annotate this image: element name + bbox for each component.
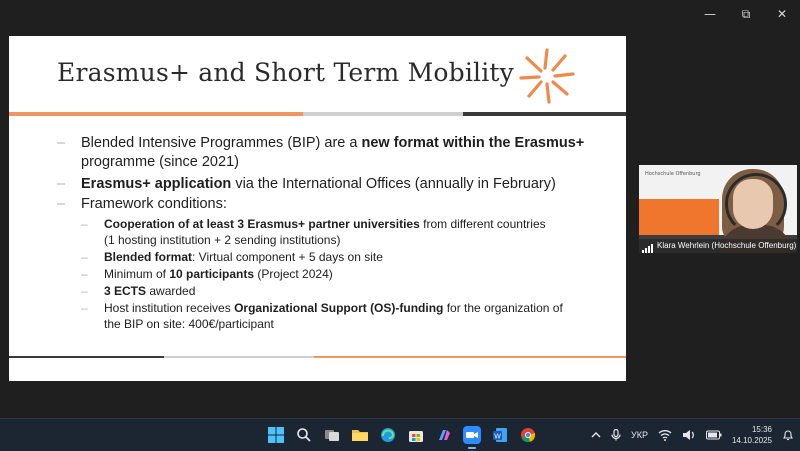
- bullet-text: 3 ECTS awarded: [104, 284, 196, 298]
- slide-title: Erasmus+ and Short Term Mobility: [57, 58, 514, 87]
- search-icon[interactable]: [292, 423, 316, 447]
- footer-rule-grey: [164, 356, 314, 358]
- bullet-text: Blended Intensive Programmes (BIP) are a new format within the Erasmus+ programme (since 2021): [81, 135, 585, 170]
- copilot-icon[interactable]: [432, 423, 456, 447]
- language-indicator[interactable]: УКР: [630, 430, 648, 440]
- bullet-dash: –: [81, 301, 88, 315]
- bullet-dash: –: [81, 267, 88, 281]
- battery-icon[interactable]: [706, 430, 722, 440]
- bullet-dash: –: [81, 284, 88, 298]
- shared-slide: [9, 36, 626, 381]
- slide-content: [9, 36, 626, 381]
- footer-rule-dark: [9, 356, 164, 358]
- file-explorer-icon[interactable]: [348, 423, 372, 447]
- bullet-text: Erasmus+ application via the International Offices (annually in February): [81, 176, 556, 192]
- clock-date: 14.10.2025: [731, 436, 772, 445]
- zoom-icon[interactable]: [460, 423, 484, 447]
- microphone-icon[interactable]: [611, 429, 621, 441]
- bullet-text: Framework conditions:: [81, 196, 227, 212]
- video-background-orange: [639, 199, 719, 235]
- bullet-dash: –: [57, 196, 66, 212]
- bullet-dash: –: [81, 250, 88, 264]
- restore-button[interactable]: ⧉: [741, 6, 751, 21]
- headset-icon: [725, 173, 787, 235]
- chrome-icon[interactable]: [516, 423, 540, 447]
- bullet-dash: –: [57, 135, 66, 151]
- svg-text:W: W: [494, 433, 501, 441]
- window-controls: [692, 0, 800, 28]
- taskbar: [0, 418, 800, 451]
- start-icon[interactable]: [264, 423, 288, 447]
- notification-bell-icon[interactable]: [782, 429, 794, 441]
- wifi-icon[interactable]: [658, 429, 672, 441]
- bullet-dash: –: [57, 176, 66, 192]
- video-background-text: Hochschule Offenburg: [645, 171, 701, 177]
- task-view-icon[interactable]: [320, 423, 344, 447]
- participant-video-tile[interactable]: [639, 165, 797, 253]
- edge-icon[interactable]: [376, 423, 400, 447]
- clock[interactable]: [732, 424, 772, 446]
- clock-time: 15:36: [751, 425, 772, 434]
- signal-strength-icon: [642, 239, 654, 253]
- taskbar-apps: [264, 423, 540, 447]
- participant-name-label: [639, 239, 797, 253]
- minimize-button[interactable]: —: [704, 7, 716, 21]
- chevron-up-icon[interactable]: [591, 430, 601, 440]
- system-tray: [591, 419, 794, 451]
- bullet-dash: –: [81, 217, 88, 231]
- word-icon[interactable]: [488, 423, 512, 447]
- volume-icon[interactable]: [682, 429, 696, 441]
- close-button[interactable]: ✕: [776, 7, 788, 21]
- bullet-text: Blended format: Virtual component + 5 days on site: [104, 250, 383, 264]
- participant-name: Klara Wehrlein (Hochschule Offenburg): [657, 241, 797, 250]
- bullet-text: Host institution receives Organizational Support (OS)-funding for the organization of the BIP on site: 400€/participant: [104, 301, 563, 331]
- bullet-text: Cooperation of at least 3 Erasmus+ partner universities from different countries (1 hosting institution + 2 sending institutions): [104, 217, 546, 247]
- bullet-text: Minimum of 10 participants (Project 2024): [104, 267, 333, 281]
- store-icon[interactable]: [404, 423, 428, 447]
- footer-rule-orange: [314, 356, 626, 358]
